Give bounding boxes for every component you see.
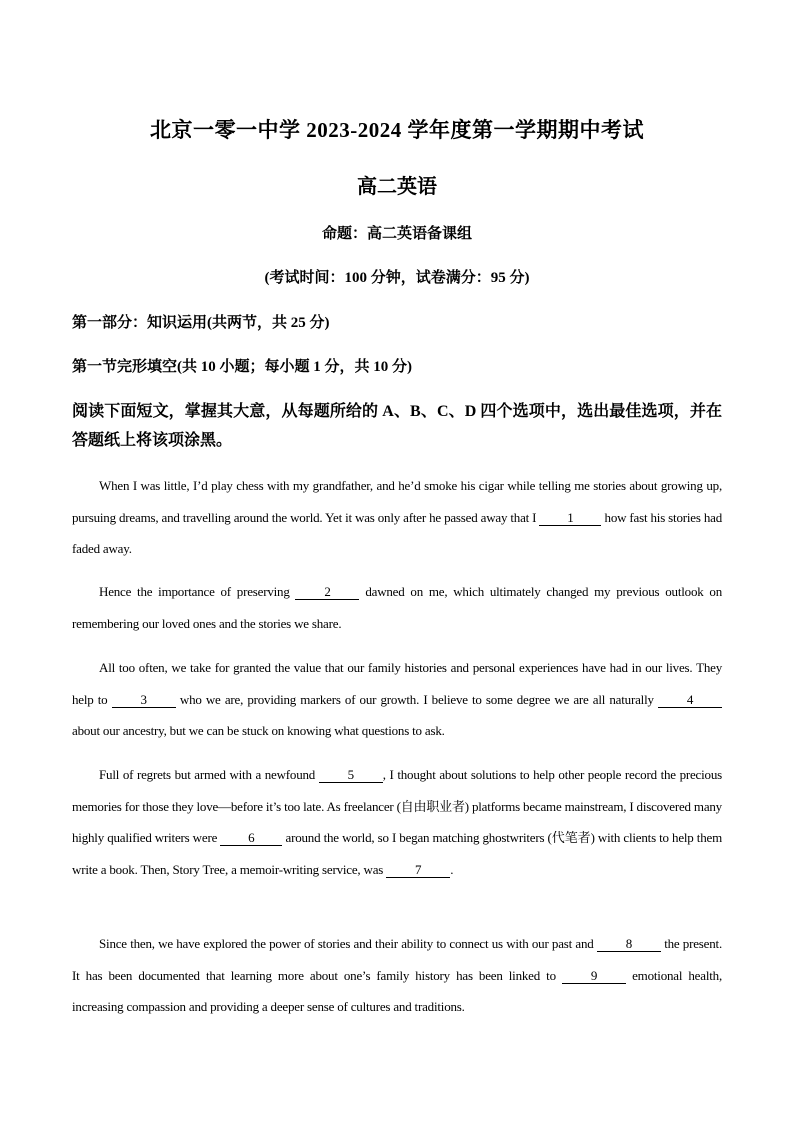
paragraph-text: When I was little, I’d play chess with my grandfather, and he’d smoke his cigar while telling me stories about growing up, pursuing dreams, and travelling around the world. Yet it was only after he passed away that I — [72, 478, 722, 525]
paragraph-text: how fast his stories had faded away. — [72, 509, 722, 556]
setter-line: 命题：高二英语备课组 — [321, 226, 472, 242]
instructions: 阅读下面短文，掌握其大意，从每题所给的 A、B、C、D 四个选项中，选出最佳选项，并在答题纸上将该项涂黑。 — [72, 403, 722, 449]
paragraph-text: about our ancestry, but we can be stuck on knowing what questions to ask. — [72, 723, 445, 738]
passage-paragraph-5 — [72, 928, 722, 1023]
blank-3: 3 — [112, 693, 176, 708]
paragraph-text: Since then, we have explored the power of stories and their ability to connect us with our past and — [99, 936, 597, 951]
blank-4: 4 — [658, 693, 722, 708]
blank-5: 5 — [319, 768, 383, 783]
paragraph-text: who we are, providing markers of our growth. I believe to some degree we are all naturally — [175, 691, 658, 707]
paragraph-text: around the world, so I began matching ghostwriters (代笔者) with clients to help them write a book. Then, Story Tree, a memoir-writing service, was — [72, 830, 722, 877]
passage-paragraph-2 — [72, 576, 722, 639]
paragraph-text: the present. It has been documented that learning more about one’s family history has been linked to — [72, 936, 722, 983]
blank-7: 7 — [386, 863, 450, 878]
blank-2: 2 — [295, 585, 359, 600]
paragraph-text: All too often, we take for granted the value that our family histories and personal experiences have had in our lives. They help to — [72, 660, 722, 707]
section-one-heading: 第一节完形填空(共 10 小题；每小题 1 分，共 10 分) — [72, 359, 412, 375]
part-one-heading: 第一部分：知识运用(共两节，共 25 分) — [72, 315, 330, 331]
paragraph-text: . — [450, 861, 454, 877]
subject-title: 高二英语 — [357, 176, 437, 198]
paragraph-text: emotional health, increasing compassion and providing a deeper sense of cultures and traditions. — [72, 967, 722, 1014]
exam-info: (考试时间：100 分钟，试卷满分：95 分) — [264, 270, 530, 286]
exam-title: 北京一零一中学 2023-2024 学年度第一学期期中考试 — [150, 118, 644, 142]
paragraph-text: dawned on me, which ultimately changed my previous outlook on remembering our loved ones and the stories we share. — [72, 584, 722, 631]
blank-8: 8 — [597, 937, 661, 952]
passage-paragraph-1 — [72, 470, 722, 565]
paragraph-text: Hence the importance of preserving — [99, 584, 296, 599]
passage-paragraph-4 — [72, 759, 722, 885]
blank-9: 9 — [562, 969, 626, 984]
paragraph-text: Full of regrets but armed with a newfound — [99, 767, 319, 782]
passage-paragraph-3 — [72, 652, 722, 747]
blank-1: 1 — [539, 511, 601, 526]
paragraph-text: , I thought about solutions to help other people record the precious memories for those they love—before it’s too late. As freelancer (自由职业者) platforms became mainstream, I discovered many highly qualified writers were — [72, 767, 723, 845]
blank-6: 6 — [220, 831, 282, 846]
